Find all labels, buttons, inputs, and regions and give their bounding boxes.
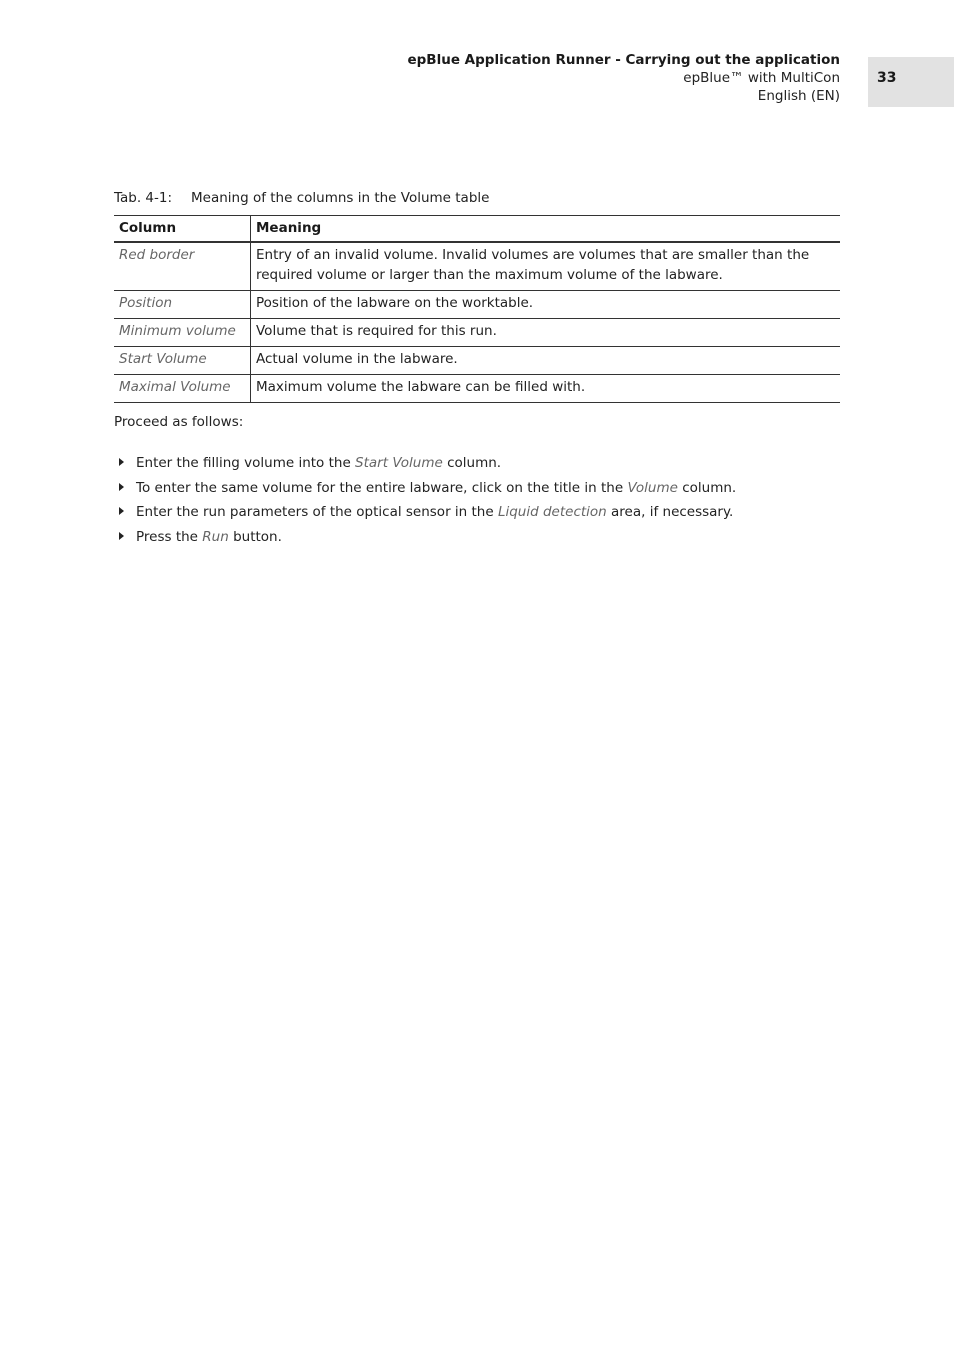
step-term: Volume [627,479,678,496]
row-meaning: Entry of an invalid volume. Invalid volumes are volumes that are smaller than the required volume or larger than the maximum volume of the labware. [251,242,841,291]
step-text: area, if necessary. [606,504,734,521]
table-header-row [114,216,840,243]
row-meaning: Volume that is required for this run. [251,319,841,347]
step-text: To enter the same volume for the entire labware, click on the title in the [136,479,628,496]
table-row [114,291,840,319]
header-language: English (EN) [757,88,840,104]
row-column-name: Red border [114,242,251,291]
bullet-arrow-icon [119,458,124,466]
bullet-arrow-icon [119,483,124,491]
column-header: Column [114,216,251,243]
bullet-arrow-icon [119,507,124,515]
header-title: epBlue Application Runner - Carrying out the application [407,52,840,68]
table-caption-number: Tab. 4-1: [114,190,173,206]
step-text: button. [228,529,282,546]
list-item [114,453,736,478]
row-meaning: Position of the labware on the worktable. [251,291,841,319]
list-item [114,502,736,527]
table-row [114,319,840,347]
bullet-arrow-icon [119,532,124,540]
table-caption-text: Meaning of the columns in the Volume table [191,190,490,206]
volume-columns-table [114,215,840,403]
instruction-steps [114,453,736,552]
step-term: Start Volume [355,455,443,471]
step-term: Liquid detection [497,504,607,521]
step-text: Enter the filling volume into the [136,455,356,471]
row-column-name: Start Volume [114,347,251,375]
running-header [407,51,840,105]
row-column-name: Minimum volume [114,319,251,347]
meaning-header: Meaning [251,216,841,243]
step-text: column. [677,479,737,496]
list-item [114,478,736,503]
table-row [114,375,840,403]
step-text: Press the [136,529,203,546]
step-term: Run [202,529,229,546]
step-text: column. [442,455,502,471]
table-row [114,242,840,291]
row-meaning: Actual volume in the labware. [251,347,841,375]
table-row [114,347,840,375]
header-subtitle: epBlue™ with MultiCon [683,70,840,86]
page-number-tab [868,57,954,107]
list-item [114,527,736,552]
row-column-name: Maximal Volume [114,375,251,403]
intro-text: Proceed as follows: [114,414,244,430]
row-meaning: Maximum volume the labware can be filled with. [251,375,841,403]
step-text: Enter the run parameters of the optical sensor in the [136,504,498,521]
page-number: 33 [877,70,897,86]
row-column-name: Position [114,291,251,319]
table-caption [114,190,489,206]
